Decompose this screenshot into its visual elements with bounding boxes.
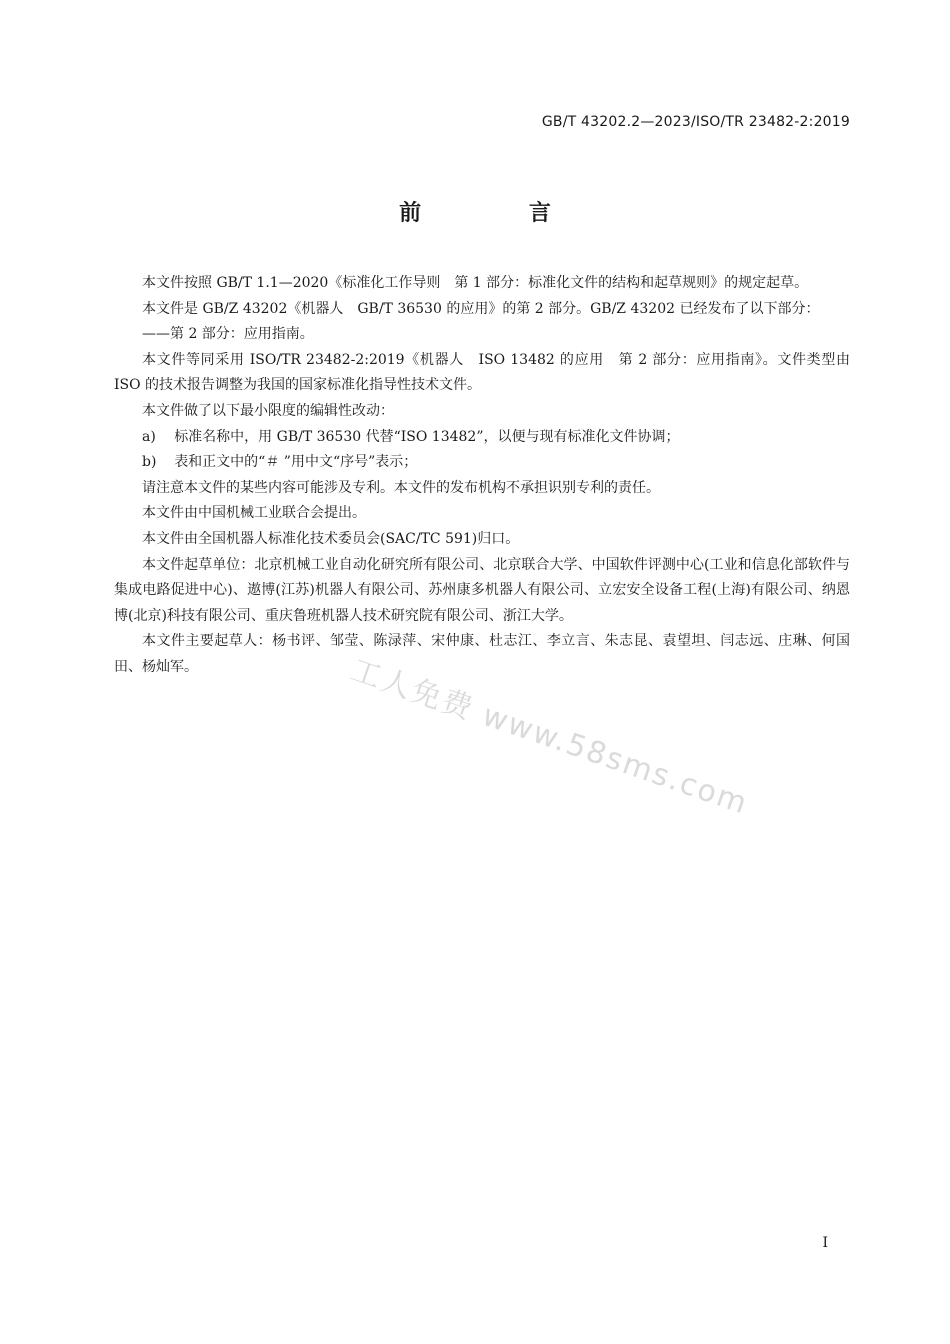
paragraph-published-parts: ——第 2 部分：应用指南。 <box>142 326 314 343</box>
paragraph-drafting-rules: 本文件按照 GB/T 1.1—2020《标准化工作导则 第 1 部分：标准化文件的结构和起草规则》的规定起草。 <box>142 275 809 291</box>
list-item-a-text: 标准名称中，用 GB/T 36530 代替“ISO 13482”，以便与现有标准化文件协调； <box>174 428 680 445</box>
page-number: I <box>822 1235 828 1251</box>
paragraph-proposer: 本文件由中国机械工业联合会提出。 <box>142 505 366 522</box>
paragraph-edits-intro: 本文件做了以下最小限度的编辑性改动： <box>142 402 394 419</box>
paragraph-part-info: 本文件是 GB/Z 43202《机器人 GB/T 36530 的应用》的第 2 部分。GB/Z 43202 已经发布了以下部分： <box>142 300 820 317</box>
paragraph-adoption: 本文件等同采用 ISO/TR 23482-2:2019《机器人 ISO 13482 的应用 第 2 部分：应用指南》。文件类型由 ISO 的技术报告调整为我国的国家标准化指导性技术文件。 <box>114 351 850 394</box>
paragraph-drafting-units: 本文件起草单位：北京机械工业自动化研究所有限公司、北京联合大学、中国软件评测中心(工业和信息化部软件与集成电路促进中心)、遨博(江苏)机器人有限公司、苏州康多机器人有限公司、立宏安全设备工程(上海)有限公司、纳恩博(北京)科技有限公司、重庆鲁班机器人技术研究院有限公司、浙江大学。 <box>114 556 850 624</box>
list-item-b-label: b) <box>142 454 157 471</box>
paragraph-drafters: 本文件主要起草人：杨书评、邹莹、陈渌萍、宋仲康、杜志江、李立言、朱志昆、袁望坦、闫志远、庄琳、何国田、杨灿军。 <box>114 633 850 675</box>
paragraph-committee: 本文件由全国机器人标准化技术委员会(SAC/TC 591)归口。 <box>142 530 520 547</box>
paragraph-patent-notice: 请注意本文件的某些内容可能涉及专利。本文件的发布机构不承担识别专利的责任。 <box>142 479 660 496</box>
standard-code-header: GB/T 43202.2—2023/ISO/TR 23482-2:2019 <box>541 114 850 130</box>
page-title: 前 言 <box>399 201 601 226</box>
list-item-a <box>114 425 850 451</box>
list-item-a-label: a) <box>142 428 156 445</box>
list-item-b-text: 表和正文中的“＃ ”用中文“序号”表示； <box>174 454 418 471</box>
list-item-b <box>114 450 850 476</box>
watermark: 工人免费 www.58sms.com <box>346 652 753 822</box>
foreword-body <box>114 271 850 681</box>
